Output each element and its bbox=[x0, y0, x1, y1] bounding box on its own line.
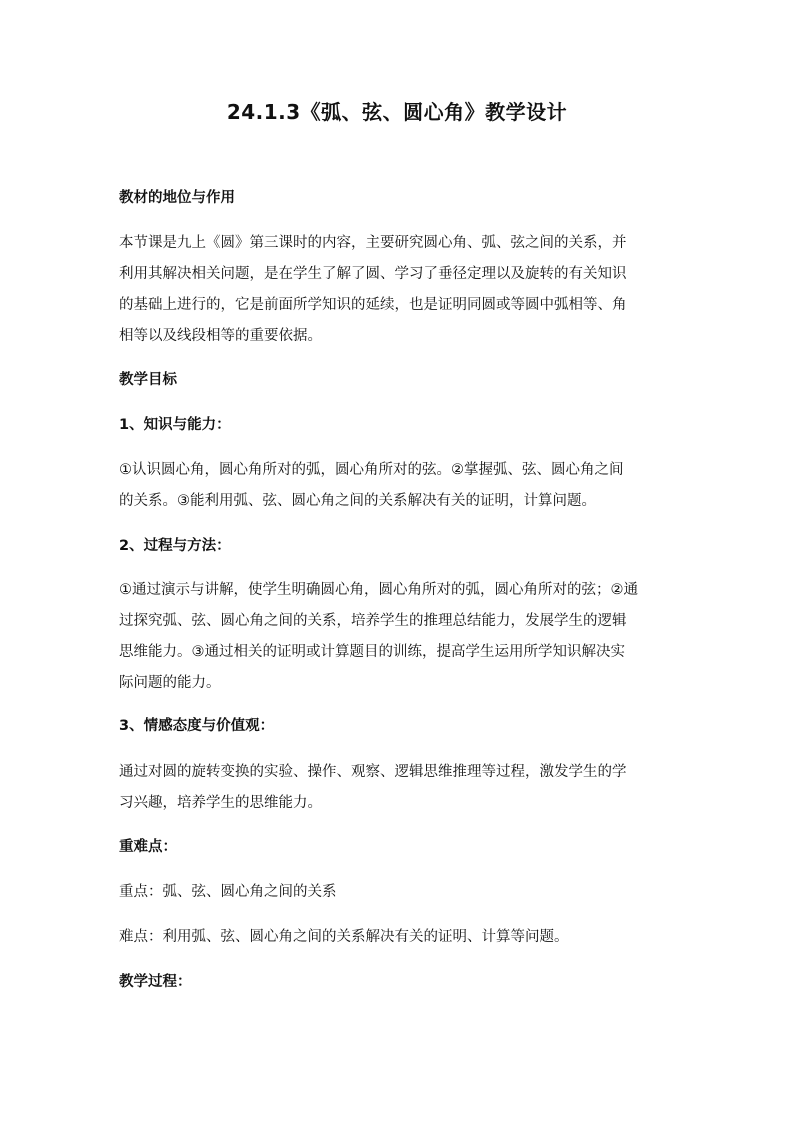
paragraph-line: 思维能力。③通过相关的证明或计算题目的训练，提高学生运用所学知识解决实 bbox=[119, 644, 625, 660]
section-heading-position: 教材的地位与作用 bbox=[119, 190, 235, 206]
paragraph-line: 过探究弧、弦、圆心角之间的关系，培养学生的推理总结能力，发展学生的逻辑 bbox=[119, 613, 627, 629]
paragraph-line: 的关系。③能利用弧、弦、圆心角之间的关系解决有关的证明，计算问题。 bbox=[119, 493, 596, 509]
paragraph-line: 习兴趣，培养学生的思维能力。 bbox=[119, 795, 322, 811]
subheading-knowledge: 1、知识与能力： bbox=[119, 417, 231, 433]
paragraph-position bbox=[119, 228, 679, 352]
section-heading-key: 重难点： bbox=[119, 839, 177, 855]
section-heading-teaching-process: 教学过程： bbox=[119, 974, 192, 990]
paragraph-line: 际问题的能力。 bbox=[119, 675, 221, 691]
paragraph-process bbox=[119, 575, 679, 699]
document-title: 24.1.3《弧、弦、圆心角》教学设计 bbox=[226, 100, 568, 124]
subheading-process: 2、过程与方法： bbox=[119, 538, 231, 554]
paragraph-line: 的基础上进行的，它是前面所学知识的延续，也是证明同圆或等圆中弧相等、角 bbox=[119, 297, 627, 313]
paragraph-knowledge bbox=[119, 455, 679, 517]
subheading-emotion: 3、情感态度与价值观： bbox=[119, 718, 275, 734]
paragraph-line: 相等以及线段相等的重要依据。 bbox=[119, 328, 322, 344]
difficult-point: 难点：利用弧、弦、圆心角之间的关系解决有关的证明、计算等问题。 bbox=[119, 929, 569, 945]
paragraph-line: 通过对圆的旋转变换的实验、操作、观察、逻辑思维推理等过程，激发学生的学 bbox=[119, 764, 627, 780]
paragraph-line: ①认识圆心角，圆心角所对的弧，圆心角所对的弦。②掌握弧、弦、圆心角之间 bbox=[119, 462, 624, 478]
section-heading-goals: 教学目标 bbox=[119, 372, 177, 388]
paragraph-emotion bbox=[119, 757, 679, 819]
paragraph-line: 本节课是九上《圆》第三课时的内容，主要研究圆心角、弧、弦之间的关系，并 bbox=[119, 235, 627, 251]
paragraph-line: ①通过演示与讲解，使学生明确圆心角，圆心角所对的弧，圆心角所对的弦；②通 bbox=[119, 582, 638, 598]
paragraph-line: 利用其解决相关问题，是在学生了解了圆、学习了垂径定理以及旋转的有关知识 bbox=[119, 266, 627, 282]
key-point: 重点：弧、弦、圆心角之间的关系 bbox=[119, 884, 337, 900]
